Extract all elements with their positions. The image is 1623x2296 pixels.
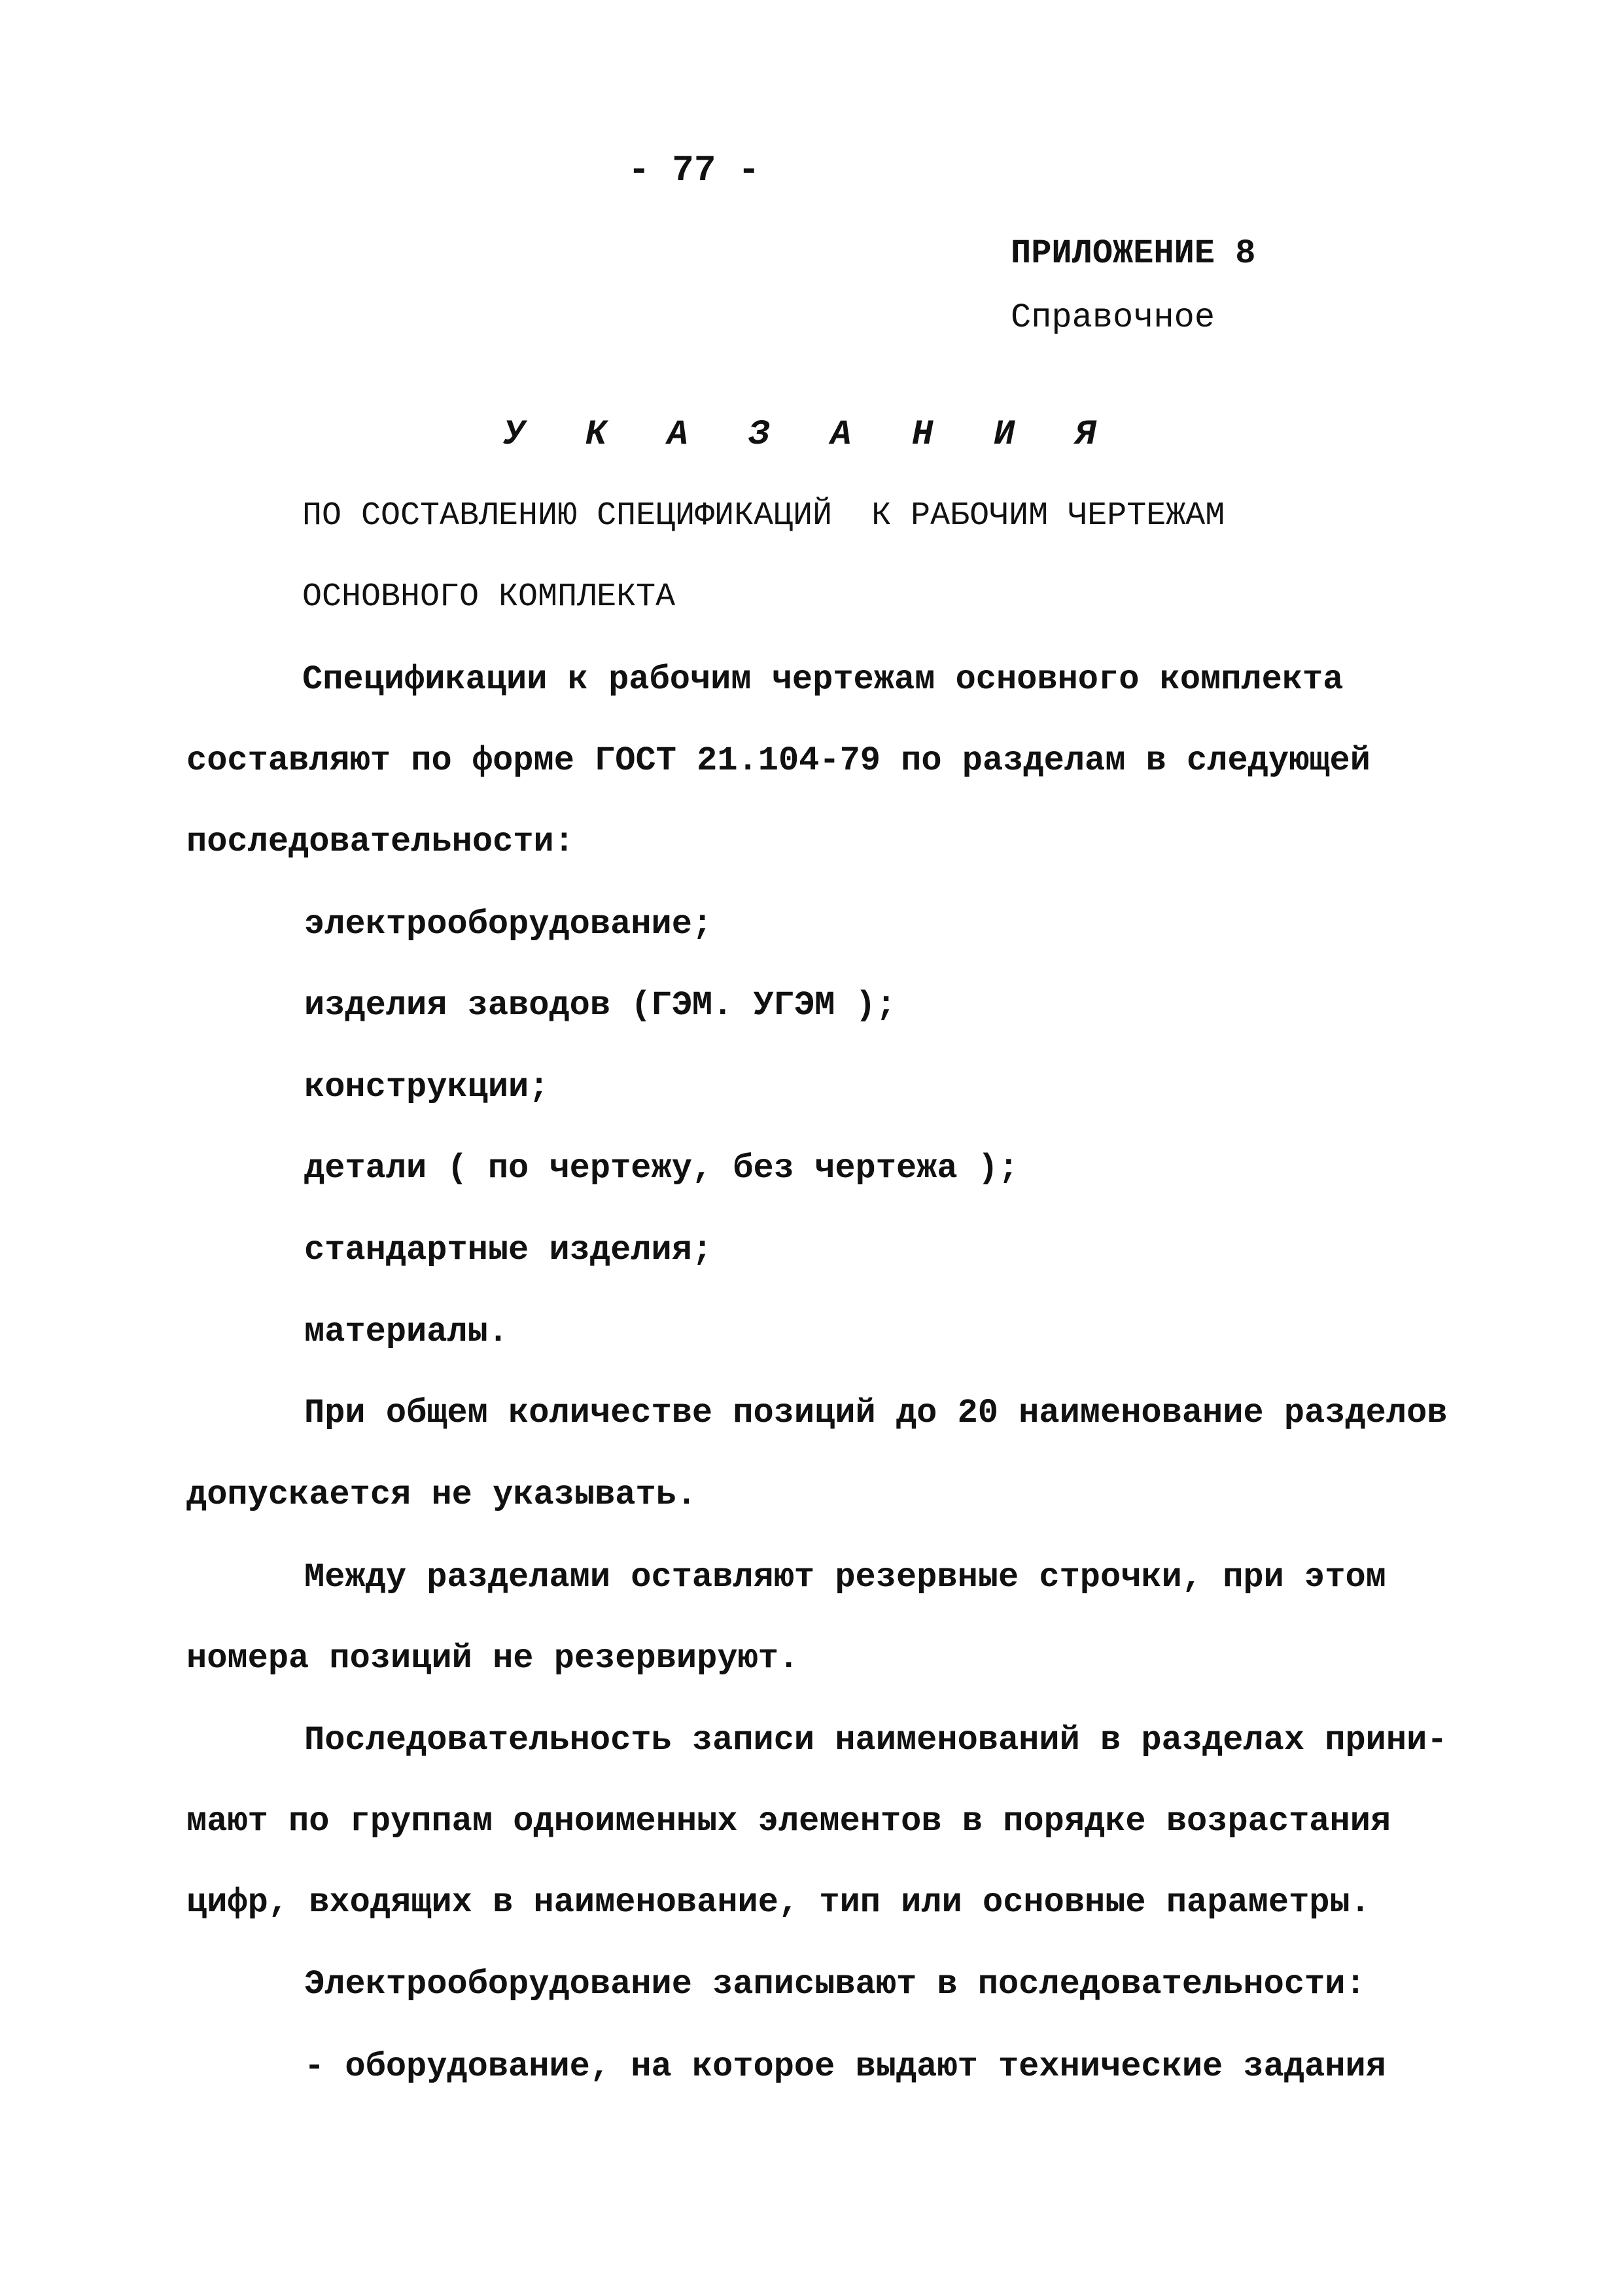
body-line: Электрооборудование записывают в последовательности: xyxy=(304,1965,1366,2004)
body-line: цифр, входящих в наименование, тип или основные параметры. xyxy=(186,1883,1370,1922)
body-line: Между разделами оставляют резервные строчки, при этом xyxy=(304,1558,1386,1597)
body-line: - оборудование, на которое выдают технические задания xyxy=(304,2047,1386,2086)
reference-label: Справочное xyxy=(1011,298,1215,337)
body-line: Спецификации к рабочим чертежам основного комплекта xyxy=(302,660,1344,699)
document-title: У К А З А Н И Я xyxy=(504,415,1117,455)
body-line: составляют по форме ГОСТ 21.104-79 по разделам в следующей xyxy=(186,741,1370,780)
list-item: конструкции; xyxy=(304,1068,550,1106)
appendix-label: ПРИЛОЖЕНИЕ 8 xyxy=(1011,234,1256,273)
list-item: стандартные изделия; xyxy=(304,1231,713,1269)
page-number: - 77 - xyxy=(628,149,760,191)
body-line: При общем количестве позиций до 20 наименование разделов xyxy=(304,1394,1448,1432)
body-line: допускается не указывать. xyxy=(186,1475,697,1514)
body-line: последовательности: xyxy=(186,822,574,861)
list-item: изделия заводов (ГЭМ. УГЭМ ); xyxy=(304,986,896,1025)
list-item: детали ( по чертежу, без чертежа ); xyxy=(304,1149,1019,1188)
body-line: номера позиций не резервируют. xyxy=(186,1639,799,1678)
body-line: Последовательность записи наименований в разделах прини- xyxy=(304,1721,1448,1759)
subtitle-line: ОСНОВНОГО КОМПЛЕКТА xyxy=(302,578,676,616)
subtitle-line: ПО СОСТАВЛЕНИЮ СПЕЦИФИКАЦИЙ К РАБОЧИМ ЧЕРТЕЖАМ xyxy=(302,497,1225,535)
list-item: электрооборудование; xyxy=(304,905,713,944)
list-item: материалы. xyxy=(304,1313,509,1351)
body-line: мают по группам одноименных элементов в порядке возрастания xyxy=(186,1802,1391,1841)
